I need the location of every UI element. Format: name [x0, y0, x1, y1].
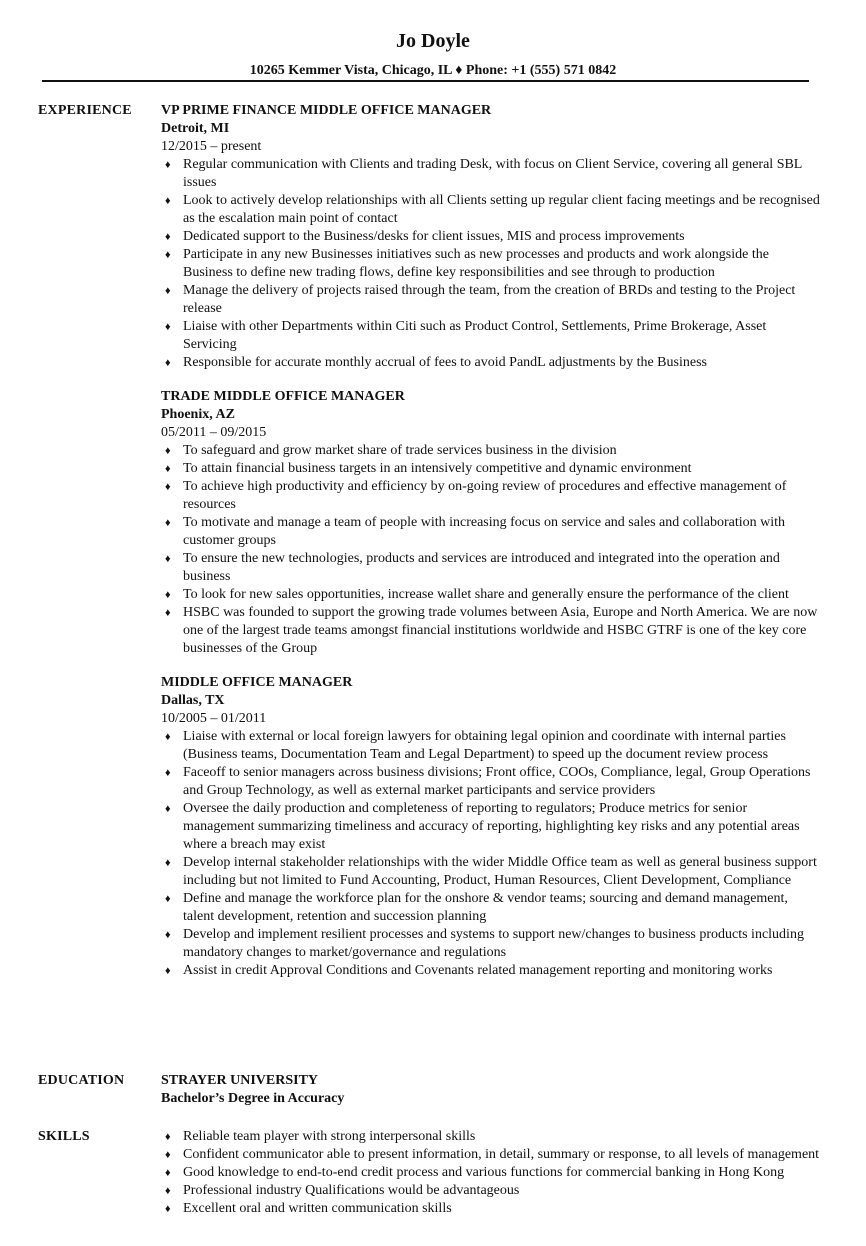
bullet-item: ♦ To look for new sales opportunities, increase wallet share and generally ensure the performance of the client [161, 586, 821, 604]
bullet-item: ♦ To safeguard and grow market share of trade services business in the division [161, 442, 821, 460]
bullet-item: ♦ Participate in any new Businesses initiatives such as new processes and products and work alongside the Business to define new trading flows, define key responsibilities and see through to production [161, 246, 821, 282]
bullet-item: ♦ Regular communication with Clients and trading Desk, with focus on Client Service, covering all general SBL issues [161, 156, 821, 192]
resume-name: Jo Doyle [396, 30, 470, 52]
bullet-item: ♦ Develop internal stakeholder relationships with the wider Middle Office team as well as general business support including but not limited to Fund Accounting, Product, Human Resources, Client Development, Compliance [161, 854, 821, 890]
header-divider [42, 80, 809, 82]
bullet-item: ♦ Develop and implement resilient processes and systems to support new/changes to business products including mandatory changes to market/governance and regulations [161, 926, 821, 962]
bullet-item: ♦ Liaise with external or local foreign lawyers for obtaining legal opinion and coordinate with internal parties (Business teams, Documentation Team and Legal Department) to speed up the document review process [161, 728, 821, 764]
bullet-item: ♦ Dedicated support to the Business/desks for client issues, MIS and process improvements [161, 228, 821, 246]
education-body [161, 1072, 821, 1108]
skills-body [161, 1128, 821, 1218]
skill-item: ♦ Professional industry Qualifications would be advantageous [161, 1182, 821, 1200]
job-title: MIDDLE OFFICE MANAGER [161, 675, 353, 690]
education-heading: EDUCATION [38, 1073, 125, 1088]
bullet-item: ♦ To ensure the new technologies, products and services are introduced and integrated into the operation and business [161, 550, 821, 586]
education-degree: Bachelor’s Degree in Accuracy [161, 1091, 345, 1106]
job-entry [161, 388, 821, 658]
job-bullets [161, 442, 821, 658]
job-bullets [161, 156, 821, 372]
job-location: Phoenix, AZ [161, 407, 235, 422]
experience-body [161, 102, 821, 996]
skill-item: ♦ Excellent oral and written communication skills [161, 1200, 821, 1218]
bullet-item: ♦ Faceoff to senior managers across business divisions; Front office, COOs, Compliance, legal, Group Operations and Group Technology, as well as external market participants and service providers [161, 764, 821, 800]
skill-item: ♦ Reliable team player with strong interpersonal skills [161, 1128, 821, 1146]
bullet-item: ♦ To motivate and manage a team of people with increasing focus on service and sales and collaboration with customer groups [161, 514, 821, 550]
skill-item: ♦ Confident communicator able to present information, in detail, summary or response, to all levels of management [161, 1146, 821, 1164]
job-entry [161, 102, 821, 372]
bullet-item: ♦ HSBC was founded to support the growing trade volumes between Asia, Europe and North America. We are now one of the largest trade teams amongst financial institutions worldwide and HSBC GTRF is one of the key core businesses of the Group [161, 604, 821, 658]
bullet-item: ♦ Liaise with other Departments within Citi such as Product Control, Settlements, Prime Brokerage, Asset Servicing [161, 318, 821, 354]
job-entry [161, 674, 821, 980]
bullet-item: ♦ To attain financial business targets in an intensively competitive and dynamic environment [161, 460, 821, 478]
job-bullets [161, 728, 821, 980]
job-title: TRADE MIDDLE OFFICE MANAGER [161, 389, 405, 404]
bullet-item: ♦ Oversee the daily production and completeness of reporting to regulators; Produce metrics for senior management summarizing timeliness and accuracy of reporting, highlighting key risks and any potential areas where a breach may exist [161, 800, 821, 854]
bullet-item: ♦ Manage the delivery of projects raised through the team, from the creation of BRDs and testing to the Project release [161, 282, 821, 318]
bullet-item: ♦ Responsible for accurate monthly accrual of fees to avoid PandL adjustments by the Business [161, 354, 821, 372]
job-title: VP PRIME FINANCE MIDDLE OFFICE MANAGER [161, 103, 492, 118]
job-dates: 05/2011 – 09/2015 [161, 425, 267, 440]
bullet-item: ♦ Define and manage the workforce plan for the onshore & vendor teams; sourcing and demand management, talent development, retention and succession planning [161, 890, 821, 926]
bullet-item: ♦ Look to actively develop relationships with all Clients setting up regular client facing meetings and be recognised as the escalation main point of contact [161, 192, 821, 228]
job-location: Dallas, TX [161, 693, 225, 708]
job-dates: 12/2015 – present [161, 139, 262, 154]
job-location: Detroit, MI [161, 121, 230, 136]
bullet-item: ♦ To achieve high productivity and efficiency by on-going review of procedures and effective management of resources [161, 478, 821, 514]
skill-item: ♦ Good knowledge to end-to-end credit process and various functions for commercial banking in Hong Kong [161, 1164, 821, 1182]
education-school: STRAYER UNIVERSITY [161, 1073, 319, 1088]
job-dates: 10/2005 – 01/2011 [161, 711, 267, 726]
skills-list [161, 1128, 821, 1218]
skills-heading: SKILLS [38, 1129, 90, 1144]
experience-heading: EXPERIENCE [38, 103, 132, 118]
bullet-item: ♦ Assist in credit Approval Conditions and Covenants related management reporting and monitoring works [161, 962, 821, 980]
contact-line: 10265 Kemmer Vista, Chicago, IL ♦ Phone: +1 (555) 571 0842 [249, 63, 617, 78]
